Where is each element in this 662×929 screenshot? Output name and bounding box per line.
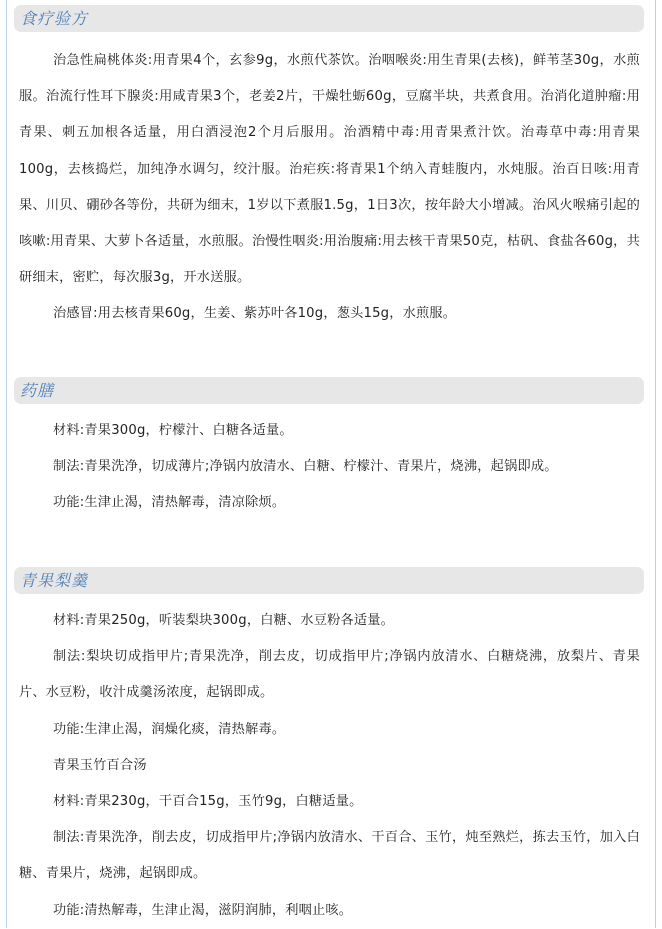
paragraph: 制法:青果洗净，削去皮，切成指甲片;净锅内放清水、干百合、玉竹，炖至熟烂，拣去玉竹，加入白糖、青果片，烧沸，起锅即成。 [19,830,640,882]
section-title-olive-pear-soup: 青果梨羹 [14,567,644,594]
paragraph: 功能:清热解毒，生津止渴，滋阴润肺，利咽止咳。 [53,902,353,918]
section-body-food-therapy [19,43,640,333]
section-title-medicinal-diet: 药膳 [14,377,644,404]
section-body-olive-pear-soup [19,603,640,929]
paragraph: 治急性扁桃体炎:用青果4个，玄参9g，水煎代茶饮。治咽喉炎:用生青果(去核)，鲜苇茎30g，水煎服。治流行性耳下腺炎:用咸青果3个，老姜2片，干燥牡蛎60g，豆腐半块，共煮食用。治消化道肿瘤:用青果、刺五加根各适量，用白酒浸泡2个月后服用。治酒精中毒:用青果煮汁饮。治毒草中毒:用青果100g，去核捣烂，加纯净水调匀，绞汁服。治疟疾:将青果1个纳入青蛙腹内，水炖服。治百日咳:用青果、川贝、硼砂各等份，共研为细末，1岁以下煮服1.5g，1日3次，按年龄大小增减。治风火喉痛引起的咳嗽:用青果、大萝卜各适量，水煎服。治慢性咽炎:用治腹痛:用去核干青果50克，枯矾、食盐各60g，共研细末，密贮，每次服3g，开水送服。 [19,53,640,286]
paragraph: 材料:青果230g，干百合15g，玉竹9g，白糖适量。 [53,794,363,810]
paragraph: 功能:生津止渴，润燥化痰，清热解毒。 [53,721,286,737]
paragraph: 制法:青果洗净，切成薄片;净锅内放清水、白糖、柠檬汁、青果片，烧沸，起锅即成。 [53,459,558,475]
subheading-recipe: 青果玉竹百合汤 [53,757,147,773]
paragraph: 材料:青果300g，柠檬汁、白糖各适量。 [53,423,293,438]
paragraph: 材料:青果250g，听装梨块300g，白糖、水豆粉各适量。 [53,613,395,628]
section-body-medicinal-diet [19,413,640,522]
section-title-food-therapy: 食疗验方 [14,5,644,32]
paragraph: 制法:梨块切成指甲片;青果洗净，削去皮，切成指甲片;净锅内放清水、白糖烧沸，放梨片、青果片、水豆粉，收汁成羹汤浓度，起锅即成。 [19,649,640,701]
paragraph: 治感冒:用去核青果60g，生姜、紫苏叶各10g，葱头15g，水煎服。 [53,306,457,322]
paragraph: 功能:生津止渴，清热解毒，清凉除烦。 [53,495,286,511]
